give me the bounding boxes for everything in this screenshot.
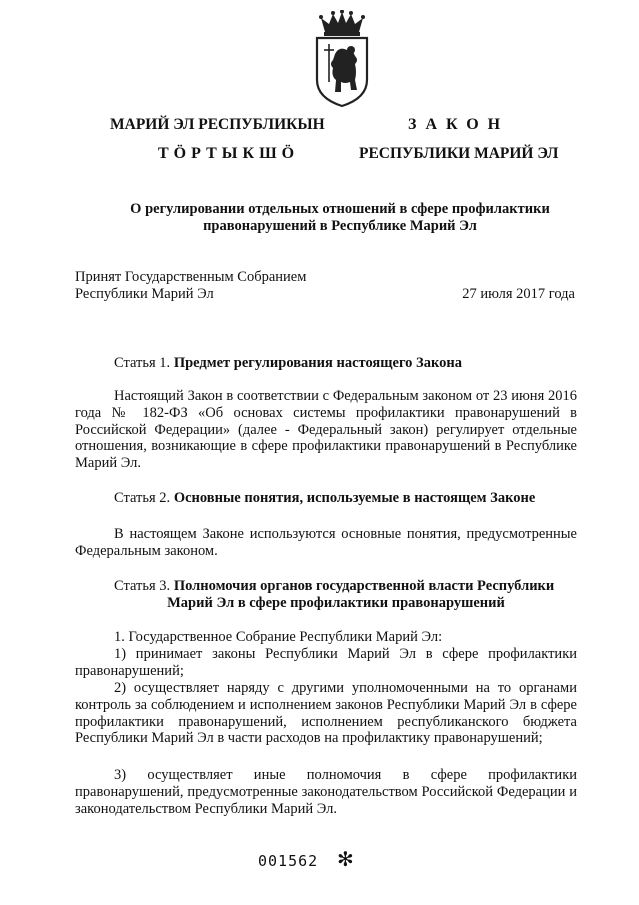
adoption-line1: Принят Государственным Собранием <box>75 269 307 285</box>
law-title <box>100 201 580 235</box>
law-title-line2: правонарушений в Республике Марий Эл <box>203 218 477 234</box>
law-title-line1: О регулировании отдельных отношений в сфере профилактики <box>130 201 550 217</box>
article-3-subitem-3: 3) осуществляет иные полномочия в сфере профилактики правонарушений, предусмотренные законодательством Российской Федерации и законодательством Республики Марий Эл. <box>75 767 577 817</box>
article-1-body: Настоящий Закон в соответствии с Федеральным законом от 23 июня 2016 года № 182-ФЗ «Об основах системы профилактики правонарушений в Российской Федерации» (далее - Федеральный закон) регулирует отдельные отношения, возникающие в сфере профилактики правонарушений в Республике Марий Эл. <box>75 388 577 472</box>
header-republic-name-mari: МАРИЙ ЭЛ РЕСПУБЛИКЫН <box>110 116 325 133</box>
article-1-number: Статья 1. <box>114 355 171 371</box>
article-3-title-line2: Марий Эл в сфере профилактики правонарушений <box>167 595 505 611</box>
article-3-title-line1: Полномочия органов государственной власти Республики <box>173 578 555 594</box>
article-3-subitem-2: 2) осуществляет наряду с другими уполномоченными на то органами контроль за соблюдением и исполнением законов Республики Марий Эл в сфере профилактики правонарушений, исполнением республиканского бюджета Республики Марий Эл в части расходов на профилактику правонарушений; <box>75 680 577 747</box>
adoption-block <box>75 269 575 303</box>
article-3-subitem-1: 1) принимает законы Республики Марий Эл в сфере профилактики правонарушений; <box>75 646 577 679</box>
asterisk-mark: ✻ <box>337 847 354 871</box>
article-3-heading <box>75 578 577 595</box>
adoption-date: 27 июля 2017 года <box>462 286 575 302</box>
coat-of-arms-emblem <box>311 10 373 108</box>
header-law-word-mari: ТÖРТЫКШÖ <box>158 145 300 162</box>
header-law-word: ЗАКОН <box>408 116 510 133</box>
serial-number: 001562 <box>258 852 319 870</box>
article-2-heading <box>75 490 577 507</box>
article-3-heading-cont <box>75 595 577 612</box>
article-2-number: Статья 2. <box>114 490 171 506</box>
article-2-title: Основные понятия, используемые в настоящем Законе <box>173 490 536 506</box>
article-2-body: В настоящем Законе используются основные понятия, предусмотренные Федеральным законом. <box>75 526 577 559</box>
article-1-heading <box>75 355 577 372</box>
adoption-line2: Республики Марий Эл <box>75 286 214 302</box>
article-3-item-1: 1. Государственное Собрание Республики Марий Эл: <box>114 629 443 645</box>
article-3-number: Статья 3. <box>114 578 171 594</box>
article-1-title: Предмет регулирования настоящего Закона <box>173 355 462 371</box>
header-republic-name: РЕСПУБЛИКИ МАРИЙ ЭЛ <box>359 145 559 162</box>
